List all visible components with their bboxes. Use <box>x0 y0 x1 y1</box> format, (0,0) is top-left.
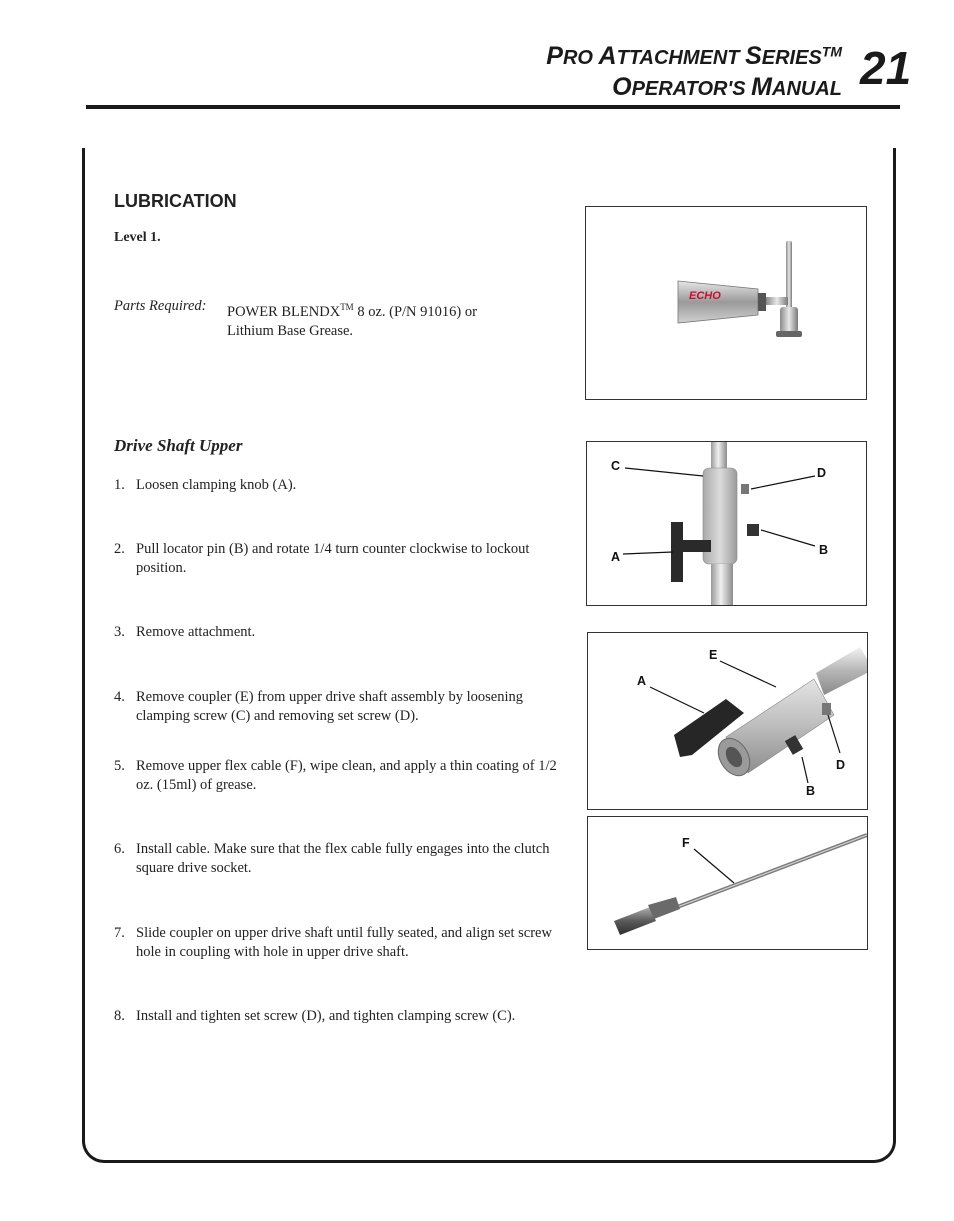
figure-flex-cable <box>587 816 868 950</box>
figure-drive-shaft-assembly <box>586 441 867 606</box>
drive-shaft-illustration <box>587 442 866 605</box>
label-a: A <box>611 550 621 564</box>
step-item: 4. Remove coupler (E) from upper drive shaft assembly by loosening clamping screw (C) and removing set screw (D). <box>114 689 523 724</box>
coupler-illustration <box>588 633 867 809</box>
figure-grease-tube <box>585 206 867 400</box>
trademark: TM <box>821 43 842 60</box>
step-item: 7. Slide coupler on upper drive shaft until fully seated, and align set screw hole in coupling with hole in upper drive shaft. <box>114 925 552 960</box>
tube-cap <box>758 293 766 311</box>
manual-title-line1: PRO ATTACHMENT SERIES™ <box>546 42 842 70</box>
cable-square-end <box>614 907 656 935</box>
step-item: 3. Remove attachment. <box>114 624 256 640</box>
label-a: A <box>637 674 647 688</box>
figure-coupler-removal <box>587 632 868 810</box>
parts-required-label: Parts Required: <box>114 298 207 314</box>
grease-tube-illustration <box>586 207 866 399</box>
upper-drive-shaft-tube <box>816 647 867 695</box>
section-title: LUBRICATION <box>114 191 237 211</box>
label-c: C <box>611 459 621 473</box>
set-screw-d <box>822 703 831 715</box>
gun-base <box>776 331 802 337</box>
lower-shaft <box>711 564 733 605</box>
parts-required-value: POWER BLENDX™ 8 oz. (P/N 91016) or Lithium Base Grease. <box>227 302 477 339</box>
step-item: 2. Pull locator pin (B) and rotate 1/4 turn counter clockwise to lockout position. <box>114 541 530 576</box>
label-b: B <box>819 543 829 557</box>
flex-cable-illustration <box>588 817 867 949</box>
label-b: B <box>806 784 816 798</box>
step-item: 5. Remove upper flex cable (F), wipe clean, and apply a thin coating of 1/2 oz. (15ml) of grease. <box>114 758 557 793</box>
level-label: Level 1. <box>114 230 161 245</box>
label-e: E <box>709 648 718 662</box>
gun-body <box>780 307 798 333</box>
label-d: D <box>817 466 827 480</box>
tube-brand-text: ECHO <box>689 290 721 302</box>
header-rule <box>86 105 900 109</box>
upper-shaft <box>711 442 727 472</box>
gun-nozzle <box>766 297 788 305</box>
grease-tube-body <box>678 281 758 323</box>
manual-title <box>546 42 842 104</box>
subsection-title: Drive Shaft Upper <box>114 436 243 455</box>
step-item: 6. Install cable. Make sure that the flex cable fully engages into the clutch square drive socket. <box>114 841 550 876</box>
label-d: D <box>836 758 846 772</box>
label-f: F <box>682 836 690 850</box>
set-screw-d <box>741 484 749 494</box>
step-item: 8. Install and tighten set screw (D), and tighten clamping screw (C). <box>114 1008 516 1024</box>
manual-title-line2: OPERATOR'S MANUAL <box>612 73 842 101</box>
cable-ferrule <box>648 897 680 919</box>
step-item: 1. Loosen clamping knob (A). <box>114 477 297 493</box>
locator-pin-b <box>747 524 759 536</box>
page-number: 21 <box>860 42 912 94</box>
